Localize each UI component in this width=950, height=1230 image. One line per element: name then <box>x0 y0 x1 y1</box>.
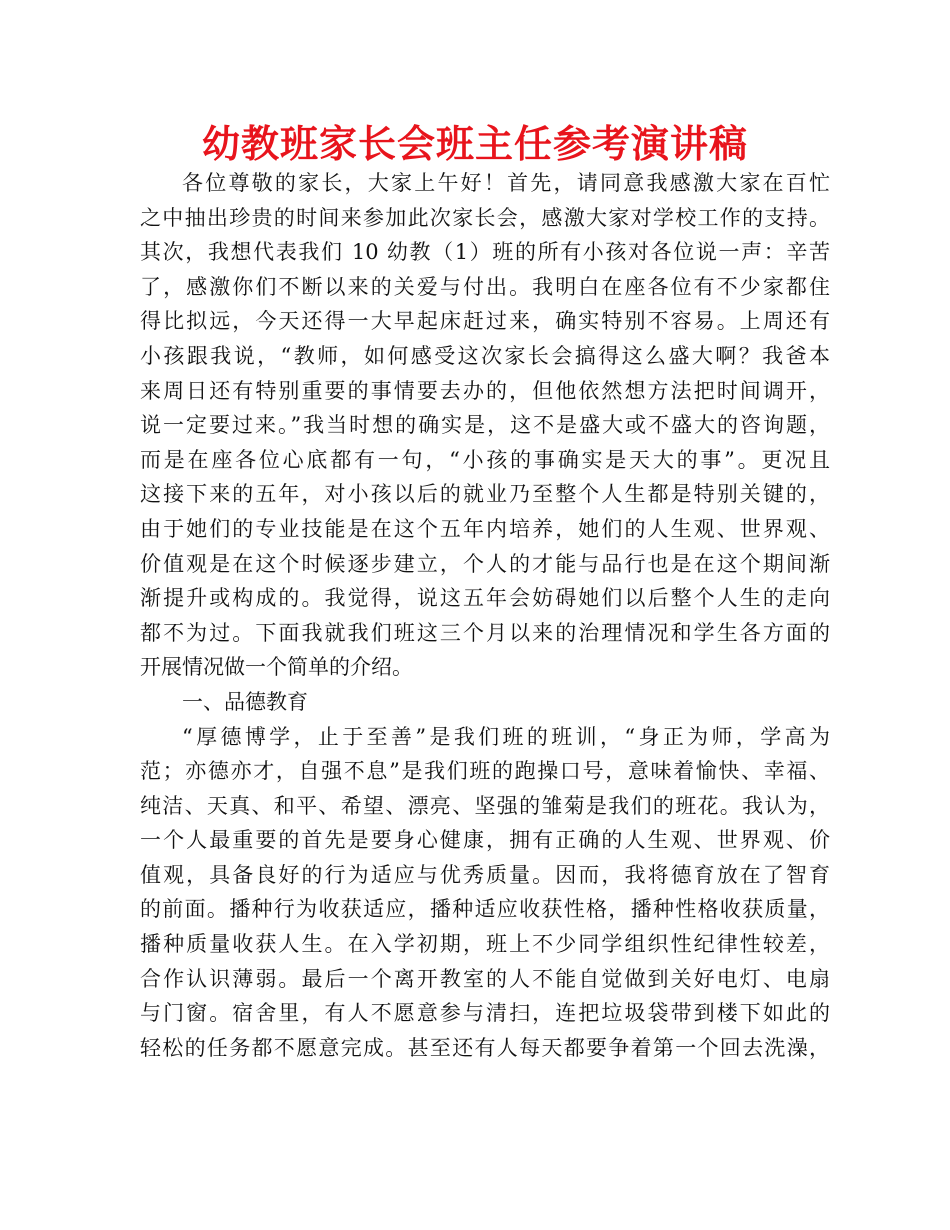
text-line: 一、品德教育 <box>182 689 308 714</box>
text-line: 来周日还有特别重要的事情要去办的，但他依然想方法把时间调开， <box>140 378 830 403</box>
text-line: 说一定要过来。”我当时想的确实是，这不是盛大或不盛大的咨询题， <box>140 413 830 438</box>
text-line: 其次，我想代表我们 10 幼教（1）班的所有小孩对各位说一声：辛苦 <box>140 240 830 265</box>
document-title: 幼教班家长会班主任参考演讲稿 <box>201 121 748 166</box>
text-line: 的前面。播种行为收获适应，播种适应收获性格，播种性格收获质量， <box>140 897 830 922</box>
text-line: 开展情况做一个简单的介绍。 <box>140 655 413 680</box>
text-line: 值观，具备良好的行为适应与优秀质量。因而，我将德育放在了智育 <box>140 862 830 887</box>
text-line: 纯洁、天真、和平、希望、漂亮、坚强的雏菊是我们的班花。我认为， <box>140 793 830 818</box>
text-line: 由于她们的专业技能是在这个五年内培养，她们的人生观、世界观、 <box>140 516 830 541</box>
text-line: 播种质量收获人生。在入学初期，班上不少同学组织性纪律性较差， <box>140 932 830 957</box>
text-line: 与门窗。宿舍里，有人不愿意参与清扫，连把垃圾袋带到楼下如此的 <box>140 1001 830 1026</box>
text-line: 价值观是在这个时候逐步建立，个人的才能与品行也是在这个期间渐 <box>140 551 830 576</box>
text-line: 范；亦德亦才，自强不息”是我们班的跑操口号，意味着愉快、幸福、 <box>140 759 830 784</box>
text-line: 渐提升或构成的。我觉得，说这五年会妨碍她们以后整个人生的走向 <box>140 586 830 611</box>
text-line: 轻松的任务都不愿意完成。甚至还有人每天都要争着第一个回去洗澡， <box>140 1035 830 1060</box>
text-line: 而是在座各位心底都有一句，“小孩的事确实是天大的事”。更况且 <box>140 447 830 472</box>
text-line: 各位尊敬的家长，大家上午好！首先，请同意我感激大家在百忙 <box>182 171 830 195</box>
text-line: 得比拟远，今天还得一大早起床赶过来，确实特别不容易。上周还有 <box>140 309 830 334</box>
text-line: 小孩跟我说，“教师，如何感受这次家长会搞得这么盛大啊？我爸本 <box>140 343 830 368</box>
document-body <box>140 166 830 1065</box>
text-line: 了，感激你们不断以来的关爱与付出。我明白在座各位有不少家都住 <box>140 274 830 299</box>
text-line: “厚德博学，止于至善”是我们班的班训，“身正为师，学高为 <box>182 724 830 749</box>
text-line: 都不为过。下面我就我们班这三个月以来的治理情况和学生各方面的 <box>140 620 830 645</box>
text-line: 合作认识薄弱。最后一个离开教室的人不能自觉做到关好电灯、电扇 <box>140 966 830 991</box>
text-line: 这接下来的五年，对小孩以后的就业乃至整个人生都是特别关键的， <box>140 482 830 507</box>
text-line: 一个人最重要的首先是要身心健康，拥有正确的人生观、世界观、价 <box>140 828 830 853</box>
text-line: 之中抽出珍贵的时间来参加此次家长会，感激大家对学校工作的支持。 <box>140 205 830 230</box>
